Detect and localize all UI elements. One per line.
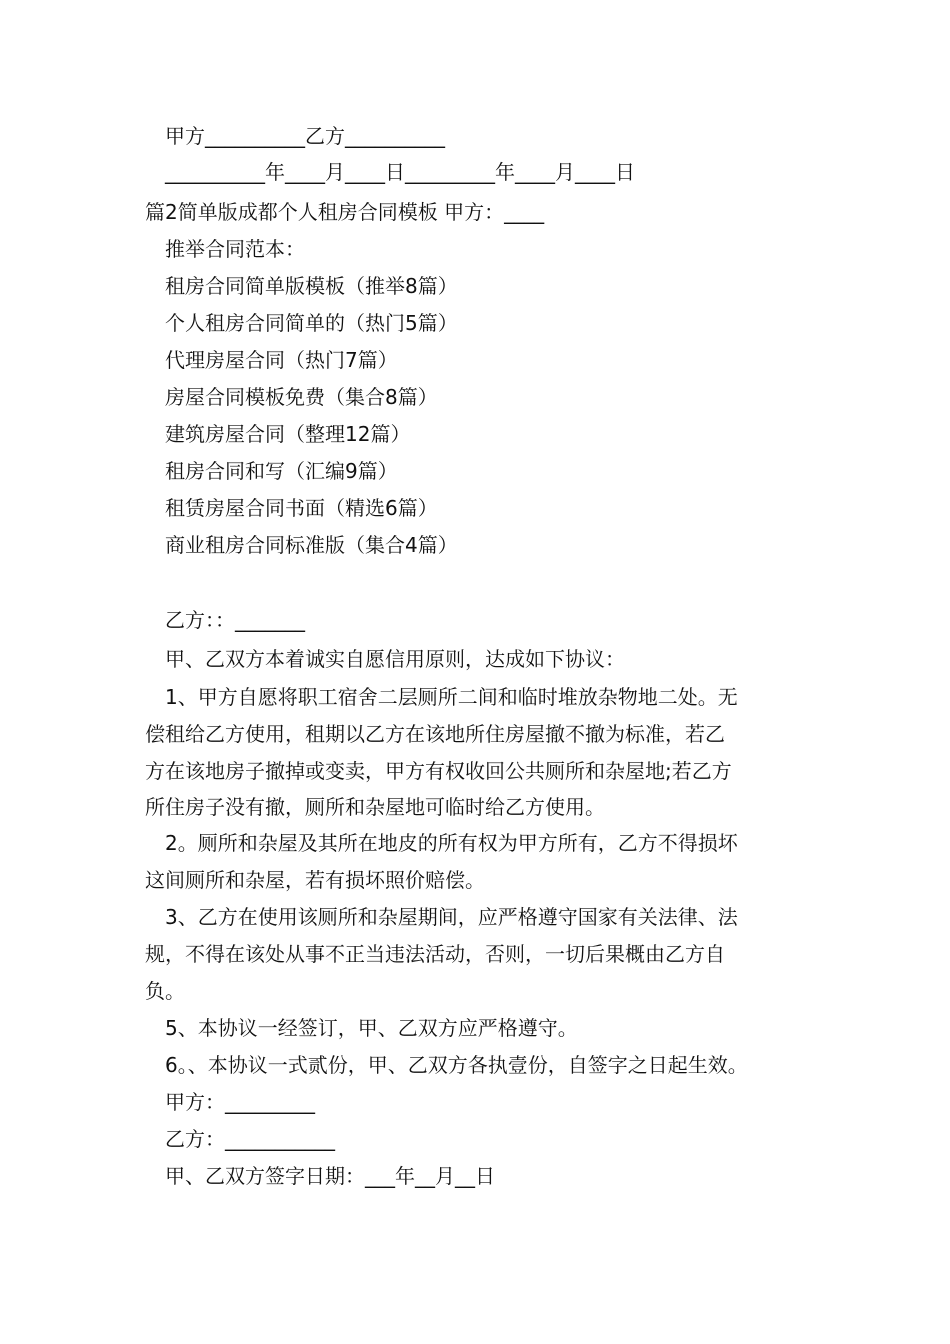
clause-1-line: 1、甲方自愿将职工宿舍二层厕所二间和临时堆放杂物地二处。无 xyxy=(165,685,738,709)
party-line: 甲方__________乙方__________ xyxy=(165,124,445,148)
clause-3-line: 规，不得在该处从事不正当违法活动，否则，一切后果概由乙方自 xyxy=(145,942,725,966)
recommend-item[interactable]: 建筑房屋合同（整理12篇） xyxy=(165,422,411,446)
clause-1-line: 所住房子没有撤，厕所和杂屋地可临时给乙方使用。 xyxy=(145,795,605,819)
clause-2-line: 这间厕所和杂屋，若有损坏照价赔偿。 xyxy=(145,868,485,892)
recommend-item[interactable]: 租赁房屋合同书面（精选6篇） xyxy=(165,496,438,520)
recommend-item[interactable]: 代理房屋合同（热门7篇） xyxy=(165,348,398,372)
recommend-item[interactable]: 租房合同和写（汇编9篇） xyxy=(165,459,398,483)
clause-1-line: 方在该地房子撤掉或变卖，甲方有权收回公共厕所和杂屋地;若乙方 xyxy=(145,759,732,783)
clause-3-line: 负。 xyxy=(145,979,185,1003)
recommend-item[interactable]: 个人租房合同简单的（热门5篇） xyxy=(165,311,458,335)
recommend-item[interactable]: 租房合同简单版模板（推举8篇） xyxy=(165,274,458,298)
signature-party-b: 乙方：___________ xyxy=(165,1127,335,1151)
signature-party-a: 甲方：_________ xyxy=(165,1090,315,1114)
clause-1-line: 偿租给乙方使用，租期以乙方在该地所住房屋撤不撤为标准，若乙 xyxy=(145,722,725,746)
recommend-item[interactable]: 商业租房合同标准版（集合4篇） xyxy=(165,533,458,557)
clause-5: 5、本协议一经签订，甲、乙双方应严格遵守。 xyxy=(165,1016,578,1040)
recommend-heading: 推举合同范本： xyxy=(165,237,305,261)
recommend-item[interactable]: 房屋合同模板免费（集合8篇） xyxy=(165,385,438,409)
section-title: 篇2简单版成都个人租房合同模板 甲方：____ xyxy=(145,200,545,224)
date-line: __________年____月____日_________年____月____日 xyxy=(165,160,635,184)
signature-date: 甲、乙双方签字日期：___年__月__日 xyxy=(165,1164,495,1188)
party-b-line: 乙方：：_______ xyxy=(165,608,305,632)
clause-3-line: 3、乙方在使用该厕所和杂屋期间，应严格遵守国家有关法律、法 xyxy=(165,905,738,929)
clause-2-line: 2。厕所和杂屋及其所在地皮的所有权为甲方所有，乙方不得损坏 xyxy=(165,831,738,855)
clause-6: 6。、本协议一式贰份，甲、乙双方各执壹份，自签字之日起生效。 xyxy=(165,1053,748,1077)
agreement-intro: 甲、乙双方本着诚实自愿信用原则，达成如下协议： xyxy=(165,647,625,671)
